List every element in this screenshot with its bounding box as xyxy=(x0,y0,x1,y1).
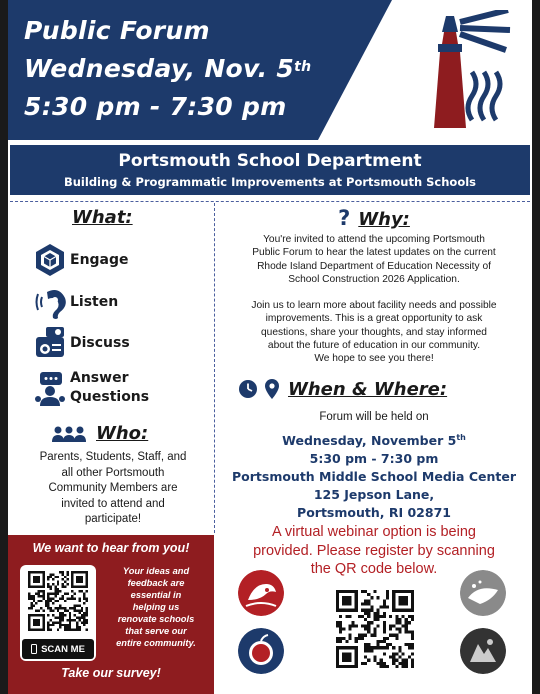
event-venue: Portsmouth Middle School Media Center xyxy=(231,469,517,485)
what-label-discuss: Discuss xyxy=(70,334,130,351)
divider-vertical xyxy=(214,203,215,533)
why-heading: ? Why: xyxy=(338,206,410,230)
header-line-2: Wednesday, Nov. 5th xyxy=(24,54,312,83)
flyer-page xyxy=(8,0,532,694)
divider-horizontal xyxy=(10,201,530,202)
webinar-qr-code[interactable] xyxy=(336,590,414,668)
why-paragraph-2: Join us to learn more about facility needs and possible improvements. This is a great opportunity to ask questions, share your thoughts, and stay informed about the future of education in our community. We hope to see you there! xyxy=(251,300,497,365)
phone-icon xyxy=(31,644,37,654)
header-line-3: 5:30 pm - 7:30 pm xyxy=(24,92,287,121)
scan-me-label: SCAN ME xyxy=(41,643,85,655)
discussion-icon xyxy=(32,325,68,361)
event-time: 5:30 pm - 7:30 pm xyxy=(309,451,439,467)
survey-heading: We want to hear from you! xyxy=(32,541,190,555)
what-label-listen: Listen xyxy=(70,293,119,310)
header-title xyxy=(24,12,311,126)
event-street: 125 Jepson Lane, xyxy=(313,487,435,503)
ear-icon xyxy=(32,284,68,320)
header-line-1: Public Forum xyxy=(24,16,210,45)
what-heading: What: xyxy=(72,207,133,228)
survey-qr-code[interactable] xyxy=(28,571,88,631)
what-item-discuss xyxy=(32,325,130,361)
survey-note: Your ideas and feedback are essential in helping us renovate schools that serve our entire community. xyxy=(116,566,196,648)
school-emblem-2-icon xyxy=(238,628,284,674)
who-heading xyxy=(52,423,148,444)
who-title-label: Who: xyxy=(96,423,149,444)
people-group-icon xyxy=(52,426,86,442)
department-subtitle: Building & Programmatic Improvements at Portsmouth Schools xyxy=(63,175,477,189)
survey-panel xyxy=(8,535,214,694)
school-emblem-4-icon xyxy=(460,628,506,674)
when-where-title-label: When & Where: xyxy=(288,378,448,400)
why-description xyxy=(222,233,526,366)
location-pin-icon xyxy=(264,378,280,400)
school-emblem-1-icon xyxy=(238,570,284,616)
when-where-details xyxy=(222,409,526,522)
school-emblem-3-icon xyxy=(460,570,506,616)
what-label-answer-questions: Answer Questions xyxy=(70,370,150,405)
who-description: Parents, Students, Staff, and all other Portsmouth Community Members are invited to attend and participate! xyxy=(39,451,187,525)
event-city: Portsmouth, RI 02871 xyxy=(297,505,451,521)
scan-me-button[interactable] xyxy=(22,639,94,659)
event-date: Wednesday, November 5th xyxy=(282,433,466,449)
lighthouse-logo-icon xyxy=(400,10,512,130)
what-item-listen xyxy=(32,284,118,320)
cube-network-icon xyxy=(32,242,68,278)
survey-qr-card[interactable] xyxy=(20,565,96,661)
why-paragraph-1: You're invited to attend the upcoming Portsmouth Public Forum to hear the latest updates on the current Rhode Island Department of Education Necessity of School Construction 2026 Application. xyxy=(252,234,496,285)
what-item-answer-questions xyxy=(32,368,149,408)
what-label-engage: Engage xyxy=(70,251,129,268)
virtual-webinar-note: A virtual webinar option is being provided. Please register by scanning the QR code below. xyxy=(253,524,495,577)
when-lead: Forum will be held on xyxy=(319,411,429,423)
survey-cta[interactable]: Take our survey! xyxy=(61,666,161,680)
question-mark-icon: ? xyxy=(338,206,351,230)
when-where-heading xyxy=(238,378,447,400)
what-item-engage xyxy=(32,242,129,278)
clock-icon xyxy=(238,379,258,399)
question-person-icon xyxy=(32,368,68,408)
department-title: Portsmouth School Department xyxy=(118,151,422,171)
department-banner xyxy=(10,145,530,195)
